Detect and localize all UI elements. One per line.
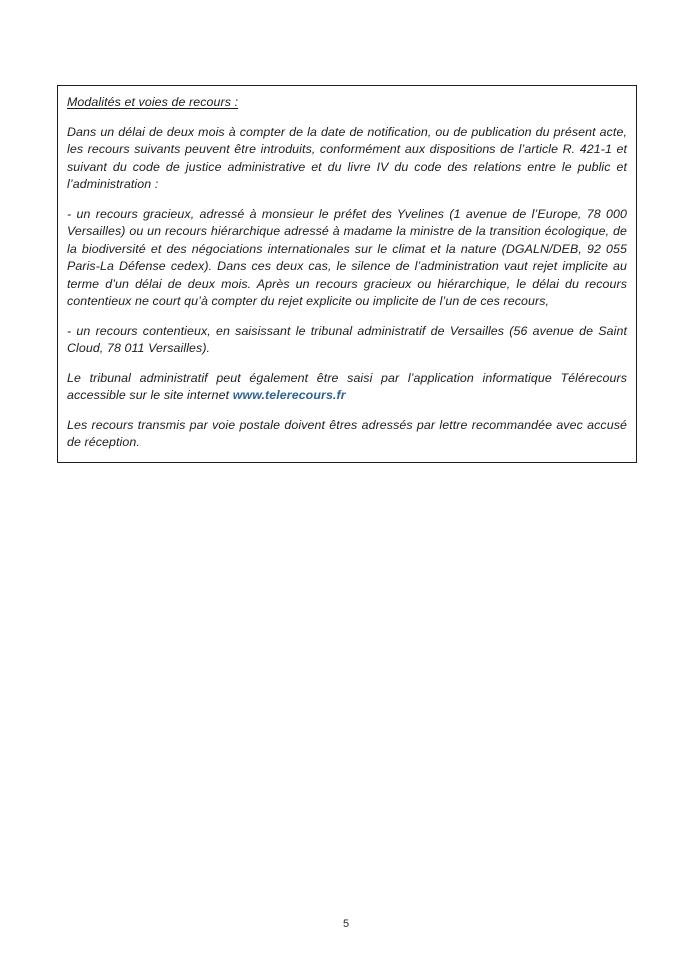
- page-number: 5: [342, 918, 350, 930]
- notice-title: Modalités et voies de recours :: [67, 95, 239, 109]
- notice-title-line: [67, 94, 627, 112]
- telerecours-link[interactable]: www.telerecours.fr: [232, 388, 346, 402]
- paragraph-recours-contentieux: - un recours contentieux, en saisissant le tribunal administratif de Versailles (56 avenue de Saint Cloud, 78 011 Versailles).: [67, 323, 627, 355]
- paragraph-intro: Dans un délai de deux mois à compter de la date de notification, ou de publication du présent acte, les recours suivants peuvent être introduits, conformément aux dispositions de l’article R. 421-1 et suivant du code de justice administrative et du livre IV du code des relations entre le public et l’administration :: [67, 124, 627, 191]
- telerecours-text: Le tribunal administratif peut également être saisi par l’application informatique Télérecours accessible sur le site internet: [67, 370, 627, 402]
- paragraph-recours-gracieux: - un recours gracieux, adressé à monsieur le préfet des Yvelines (1 avenue de l’Europe, 78 000 Versailles) ou un recours hiérarchique adressé à madame la ministre de la transition écologique, de la biodiversité et des négociations internationales sur le climat et la nature (DGALN/DEB, 92 055 Paris-La Défense cedex). Dans ces deux cas, le silence de l’administration vaut rejet implicite au terme d’un délai de deux mois. Après un recours gracieux ou hiérarchique, le délai du recours contentieux ne court qu’à compter du rejet explicite ou implicite de l’un de ces recours,: [67, 206, 627, 308]
- paragraph-voie-postale: Les recours transmis par voie postale doivent êtres adressés par lettre recommandée avec accusé de réception.: [67, 417, 627, 449]
- recours-notice-box: [57, 85, 637, 463]
- paragraph-telerecours: [67, 370, 627, 405]
